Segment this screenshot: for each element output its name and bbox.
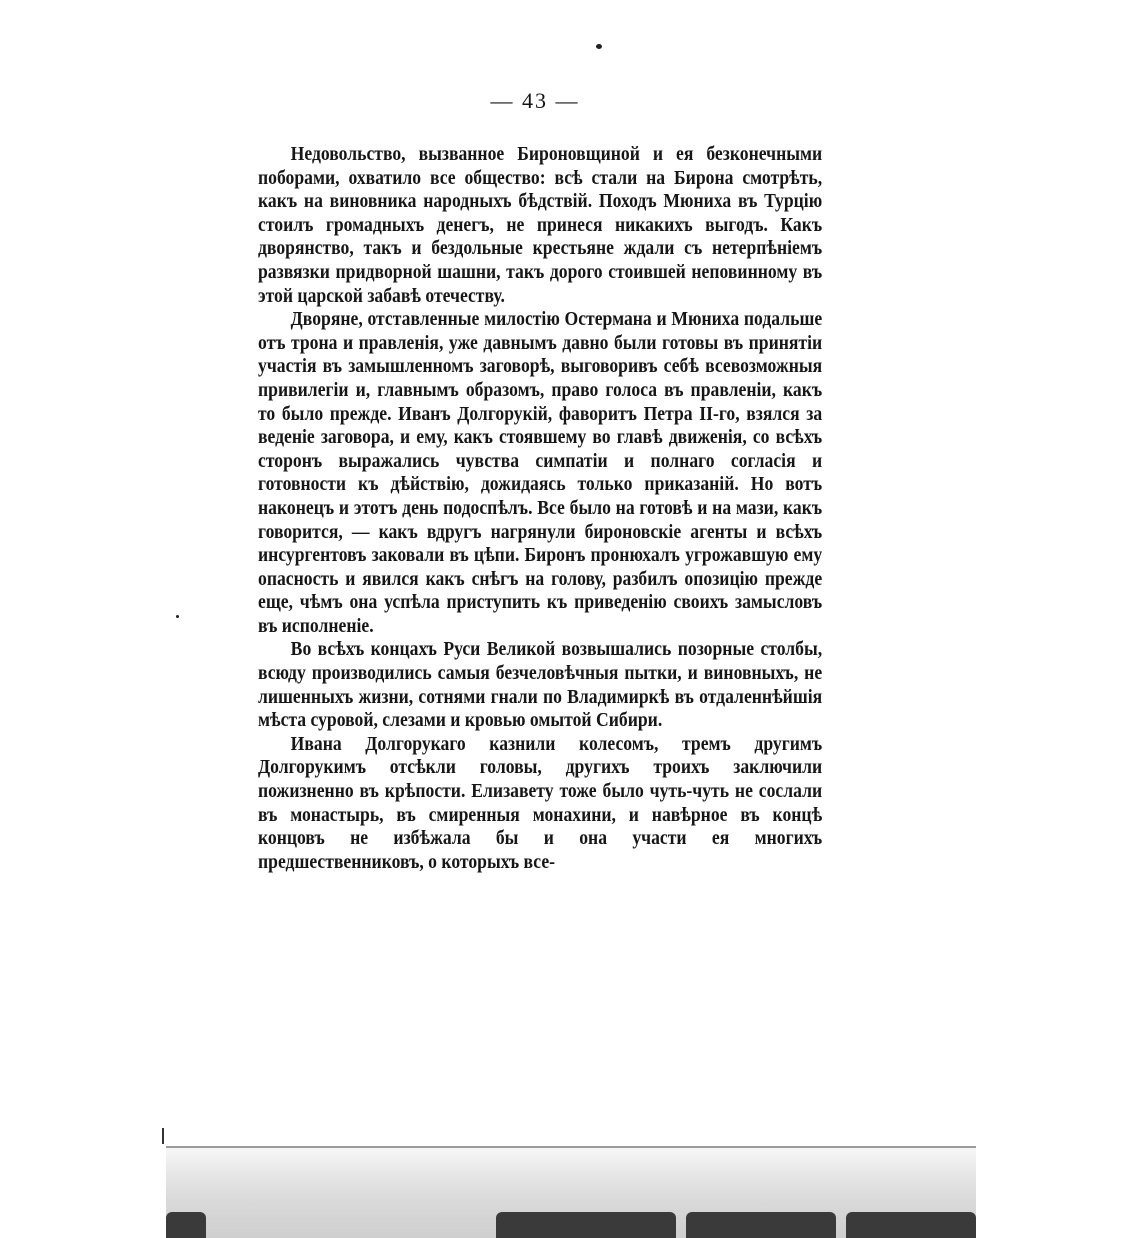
scan-dark-edge — [686, 1212, 836, 1238]
paragraph: Недовольство, вызванное Бироновщиной и ея безконечными поборами, охватило все общество: всѣ стали на Бирона смотрѣть, какъ на виновника народныхъ бѣдствій. Походъ Мюниха въ Турцію стоилъ громадныхъ денегъ, не принеся никакихъ выгодъ. Какъ дворянство, такъ и бездольные крестьяне ждали съ нетерпѣніемъ развязки придворной шашни, такъ дорого стоившей неповинному въ этой царской забавѣ отечеству. — [258, 143, 823, 307]
body-text — [258, 143, 823, 874]
page-number: — 43 — — [490, 88, 580, 113]
paragraph: Ивана Долгорукаго казнили колесомъ, тремъ другимъ Долгорукимъ отсѣкли головы, другихъ троихъ заключили пожизненно въ крѣпости. Елизавету тоже было чуть-чуть не сослали въ монастырь, въ смиренныя монахини, и навѣрное въ концѣ концовъ не избѣжала бы и она участи ея многихъ предшественниковъ, о которыхъ все- — [258, 732, 823, 873]
scan-dark-edge — [846, 1212, 976, 1238]
paragraph: Дворяне, отставленные милостію Остермана и Мюниха подальше отъ трона и правленія, уже давнымъ давно были готовы въ принятіи участія въ замышленномъ заговорѣ, выговоривъ себѣ всевозможныя привилегіи и, главнымъ образомъ, право голоса въ правленіи, какъ то было прежде. Иванъ Долгорукій, фаворитъ Петра II-го, взялся за веденіе заговора, и ему, какъ стоявшему во главѣ движенія, со всѣхъ сторонъ выражались чувства симпатіи и полнаго согласія и готовности къ дѣйствію, дожидаясь только приказаній. Но вотъ наконецъ и этотъ день подоспѣлъ. Все было на готовѣ и на мази, какъ говорится, — какъ вдругъ нагрянули бироновскіе агенты и всѣхъ инсургентовъ заковали въ цѣпи. Биронъ пронюхалъ угрожавшую ему опасность и явился какъ снѣгъ на голову, разбилъ опозицію прежде еще, чѣмъ она успѣла приступить къ приведенію своихъ замысловъ въ исполненіе. — [258, 308, 823, 637]
ink-speck — [596, 44, 602, 49]
scan-shadow-edge — [166, 1146, 976, 1238]
margin-mark — [162, 1128, 164, 1144]
ink-speck — [176, 615, 179, 618]
paragraph: Во всѣхъ концахъ Руси Великой возвышались позорные столбы, всюду производились самыя безчеловѣчныя пытки, и виновныхъ, не лишенныхъ жизни, сотнями гнали по Владимиркѣ въ отдаленнѣйшія мѣста суровой, слезами и кровью омытой Сибири. — [258, 638, 823, 732]
scan-dark-edge — [496, 1212, 676, 1238]
scan-dark-edge — [166, 1212, 206, 1238]
